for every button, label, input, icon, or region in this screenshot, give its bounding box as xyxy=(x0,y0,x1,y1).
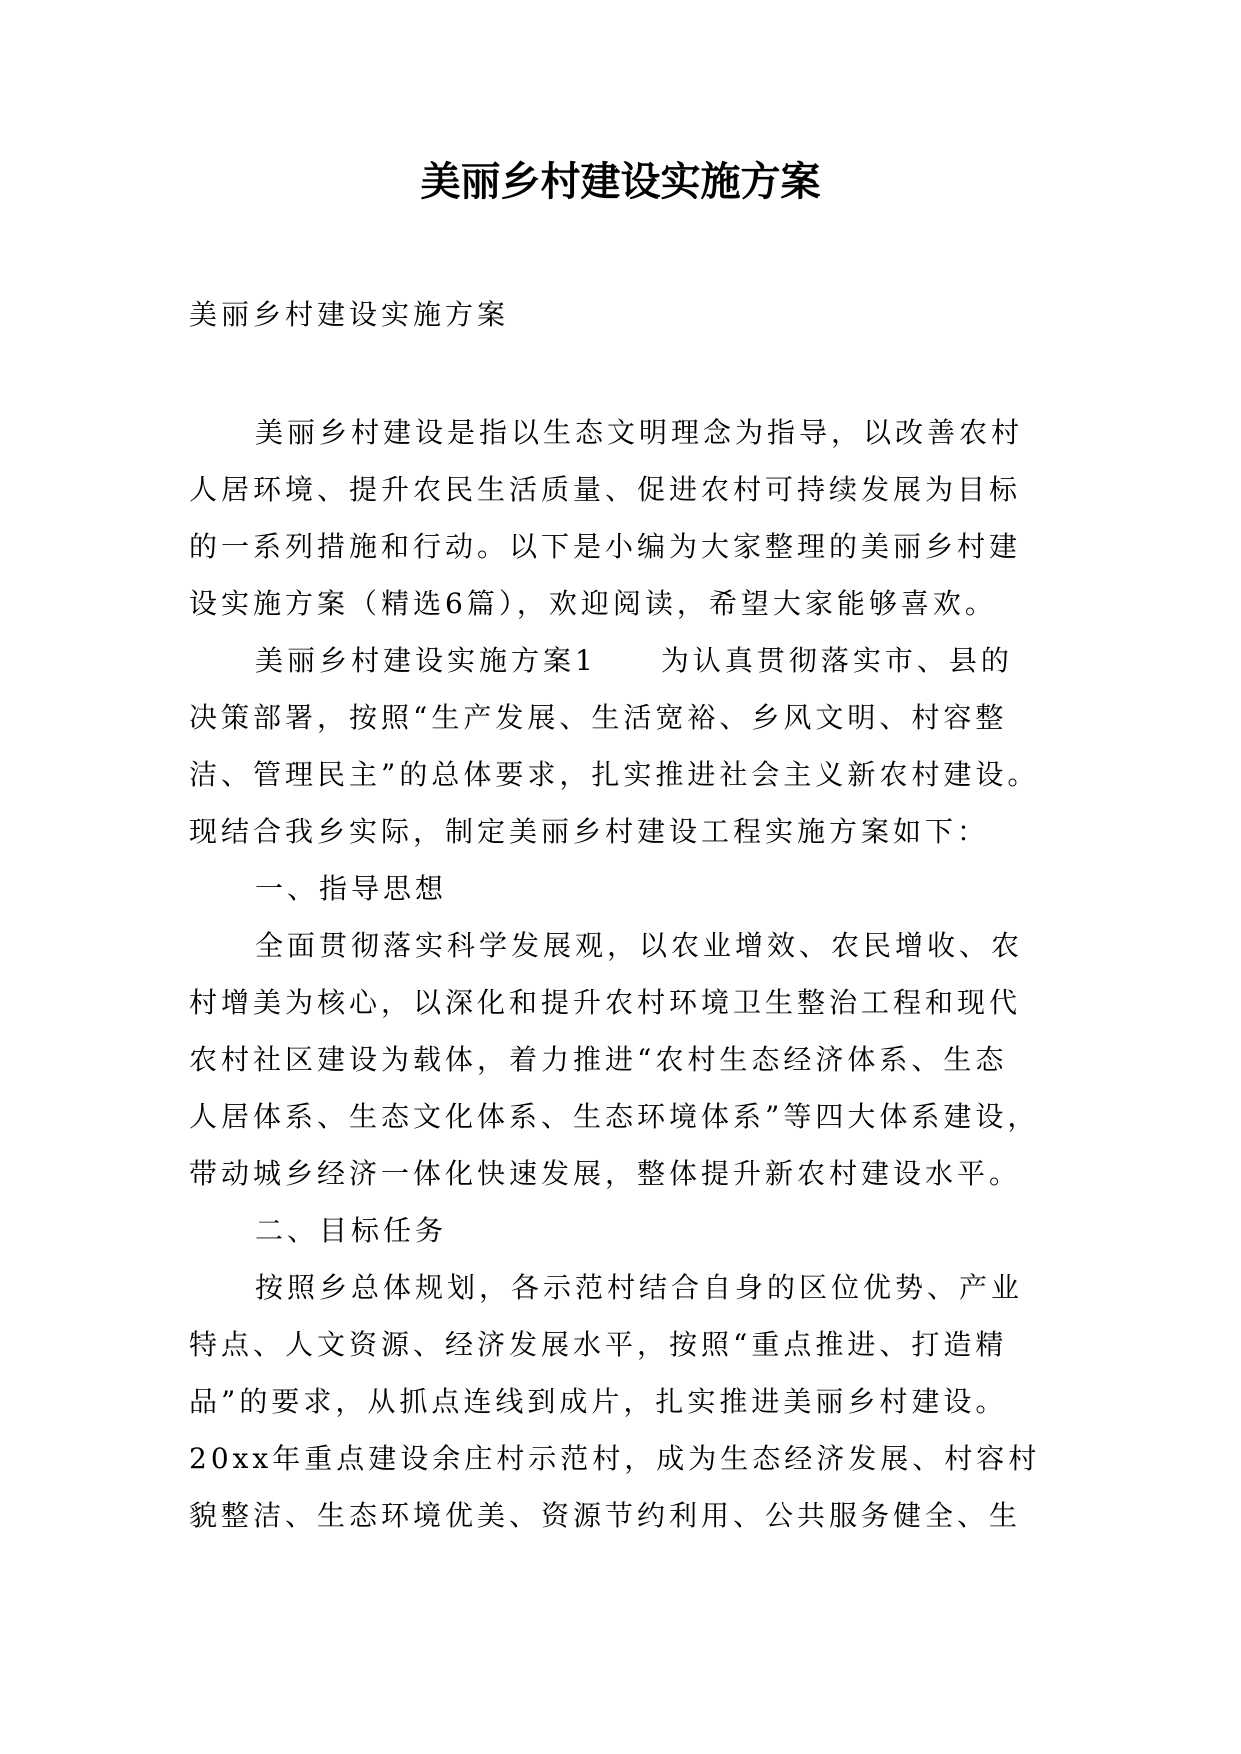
document-body xyxy=(189,404,1069,1544)
body-line: 全面贯彻落实科学发展观，以农业增效、农民增收、农 xyxy=(255,929,1024,962)
body-line: 美丽乡村建设是指以生态文明理念为指导，以改善农村 xyxy=(255,416,1024,449)
body-line: 现结合我乡实际，制定美丽乡村建设工程实施方案如下： xyxy=(189,815,990,848)
body-line: 村增美为核心，以深化和提升农村环境卫生整治工程和现代 xyxy=(189,986,1022,1019)
body-line: 美丽乡村建设实施方案1 为认真贯彻落实市、县的 xyxy=(255,644,1013,677)
body-line: 人居环境、提升农民生活质量、促进农村可持续发展为目标 xyxy=(189,473,1022,506)
body-line: 带动城乡经济一体化快速发展，整体提升新农村建设水平。 xyxy=(189,1157,1022,1190)
section-heading: 二、目标任务 xyxy=(255,1214,448,1247)
body-line: 洁、管理民主”的总体要求，扎实推进社会主义新农村建设。 xyxy=(189,758,1040,791)
body-line: 人居体系、生态文化体系、生态环境体系”等四大体系建设， xyxy=(189,1100,1040,1133)
section-heading: 一、指导思想 xyxy=(255,872,448,905)
body-line: 20xx年重点建设余庄村示范村，成为生态经济发展、村容村 xyxy=(189,1442,1041,1475)
body-line: 貌整洁、生态环境优美、资源节约利用、公共服务健全、生 xyxy=(189,1499,1022,1532)
body-line: 农村社区建设为载体，着力推进“农村生态经济体系、生态 xyxy=(189,1043,1008,1076)
document-subtitle: 美丽乡村建设实施方案 xyxy=(189,298,510,331)
document-title: 美丽乡村建设实施方案 xyxy=(420,158,821,205)
body-line: 决策部署，按照“生产发展、生活宽裕、乡风文明、村容整 xyxy=(189,701,1008,734)
body-line: 设实施方案（精选6篇），欢迎阅读，希望大家能够喜欢。 xyxy=(189,587,997,620)
body-line: 按照乡总体规划，各示范村结合自身的区位优势、产业 xyxy=(255,1271,1024,1304)
body-line: 特点、人文资源、经济发展水平，按照“重点推进、打造精 xyxy=(189,1328,1008,1361)
body-line: 的一系列措施和行动。以下是小编为大家整理的美丽乡村建 xyxy=(189,530,1022,563)
body-line: 品”的要求，从抓点连线到成片，扎实推进美丽乡村建设。 xyxy=(189,1385,1008,1418)
